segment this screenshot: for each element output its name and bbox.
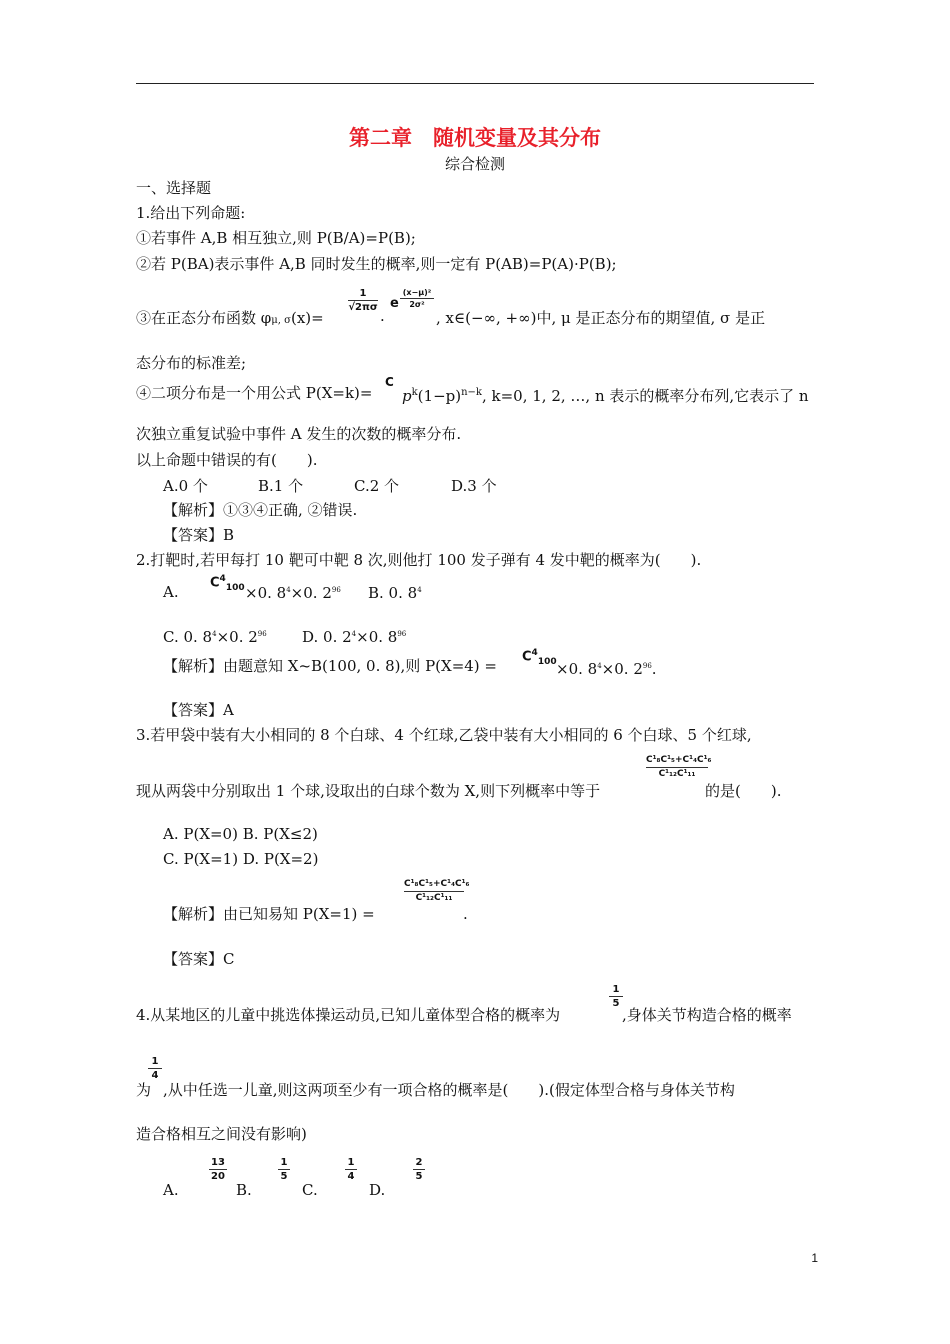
- q1-exp-e: e: [390, 296, 399, 311]
- q2-an-rest: ×0. 8: [556, 660, 598, 678]
- q3-stem-fraction: [646, 755, 712, 780]
- q2-a-rest2: ×0. 2: [290, 584, 332, 602]
- q4-f2-num: 1: [151, 1056, 159, 1067]
- q2-option-a-label: A.: [163, 583, 179, 601]
- q4-option-a-fraction: [209, 1157, 227, 1182]
- q1-proposition-4-line1: [136, 383, 372, 403]
- q4-f1-den: 5: [612, 998, 620, 1009]
- q2-answer: 【答案】A: [163, 701, 234, 719]
- q1-proposition-2: ②若 P(BA)表示事件 A,B 同时发生的概率,则一定有 P(AB)=P(A)·P(B);: [136, 255, 617, 273]
- q3-an-frac-num: C¹₈C¹₅+C¹₄C¹₆: [404, 879, 470, 889]
- q1-p3-text-b: (x)=: [290, 309, 324, 327]
- q4-c-num: 1: [347, 1157, 355, 1168]
- q2-analysis-combination: [522, 648, 557, 667]
- q3-stem-line2: 现从两袋中分别取出 1 个球,设取出的白球个数为 X,则下列概率中等于: [136, 782, 601, 800]
- q2-option-a-combination: [210, 574, 245, 593]
- q2-analysis-rest: [556, 656, 657, 679]
- q3-stem-line1: 3.若甲袋中装有大小相同的 8 个白球、4 个红球,乙袋中装有大小相同的 6 个白球、5 个红球,: [136, 726, 752, 744]
- q2-a-sup: 4: [219, 574, 226, 584]
- q2-c-mid: ×0. 2: [216, 628, 258, 646]
- q4-b-den: 5: [280, 1171, 288, 1182]
- q1-p4-text-a: ④二项分布是一个用公式 P(X=k)=: [136, 384, 373, 402]
- q2-analysis: 【解析】由题意知 X~B(100, 0. 8),则 P(X=4) =: [163, 657, 497, 675]
- q2-an-e1: 4: [597, 662, 602, 670]
- q4-option-c-label: C.: [302, 1181, 318, 1199]
- q1-normal-coef-num: 1: [359, 288, 367, 299]
- fraction-bar: [646, 767, 708, 768]
- q2-b-text: B. 0. 8: [368, 584, 418, 602]
- q2-a-rest: ×0. 8: [245, 584, 287, 602]
- q4-stem-line1: 4.从某地区的儿童中挑选体操运动员,已知儿童体型合格的概率为: [136, 1006, 561, 1024]
- q2-a-e2: 96: [331, 586, 341, 594]
- q1-option-d: D.3 个: [451, 477, 497, 495]
- q3-analysis-fraction: [404, 879, 470, 904]
- q1-binomial-coef: [385, 375, 394, 389]
- q1-p4-mid: (1−p): [417, 387, 462, 405]
- q1-analysis: 【解析】①③④正确, ②错误.: [163, 501, 358, 519]
- q2-stem: 2.打靶时,若甲每打 10 靶可中靶 8 次,则他打 100 发子弹有 4 发中靶的概率为( ).: [136, 551, 702, 569]
- fraction-bar: [404, 891, 464, 892]
- q4-a-den: 20: [211, 1171, 225, 1182]
- chapter-subtitle: 综合检测: [444, 155, 505, 173]
- q1-normal-coef-den: √2πσ: [348, 302, 378, 313]
- q2-d-e1: 4: [351, 630, 357, 638]
- q4-option-b-fraction: [278, 1157, 290, 1182]
- q4-option-c-fraction: [345, 1157, 357, 1182]
- q3-frac-num: C¹₈C¹₅+C¹₄C¹₆: [646, 755, 712, 765]
- q4-d-num: 2: [415, 1157, 423, 1168]
- fraction-bar: [345, 1169, 357, 1170]
- q2-c-e1: 4: [212, 630, 217, 638]
- q2-an-c: C: [522, 649, 532, 665]
- q4-option-d-label: D.: [369, 1181, 386, 1199]
- q3-analysis: 【解析】由已知易知 P(X=1) =: [163, 905, 375, 923]
- q2-an-end: .: [651, 660, 657, 678]
- q2-an-sub: 100: [537, 656, 557, 667]
- q2-an-mid: ×0. 2: [601, 660, 643, 678]
- fraction-bar: [609, 996, 623, 997]
- q4-fraction-one-fourth: [148, 1056, 162, 1081]
- q3-stem-line2-end: 的是( ).: [705, 782, 782, 800]
- section-heading: 一、选择题: [136, 179, 212, 197]
- q2-d-mid: ×0. 8: [356, 628, 398, 646]
- q4-stem-line2: ,从中任选一儿童,则这两项至少有一项合格的概率是( ).(假定体型合格与身体关节构: [163, 1081, 735, 1099]
- q2-option-d: [302, 624, 406, 647]
- q4-d-den: 5: [415, 1171, 423, 1182]
- q1-p4-formula: [402, 383, 809, 406]
- q4-f2-den: 4: [151, 1070, 159, 1081]
- q4-stem-line2-start: 为: [136, 1081, 152, 1099]
- q1-p3-text-d: 态分布的标准差;: [136, 354, 247, 372]
- q2-a-sub: 100: [225, 582, 245, 593]
- q1-ask: 以上命题中错误的有( ).: [136, 451, 318, 469]
- page-number: 1: [811, 1251, 818, 1265]
- q4-fraction-one-fifth: [609, 984, 623, 1009]
- q1-p4-nk-exp: n−k: [461, 387, 482, 398]
- q1-p4-k-exp: k: [411, 387, 418, 398]
- q2-option-a-rest: [245, 580, 341, 603]
- q2-c-text: C. 0. 8: [163, 628, 213, 646]
- q4-f1-num: 1: [612, 984, 620, 995]
- q4-option-d-fraction: [413, 1157, 425, 1182]
- chapter-title: 第二章 随机变量及其分布: [349, 125, 601, 150]
- q1-p4-p: p: [402, 387, 412, 405]
- q2-option-b: [368, 580, 422, 603]
- q1-option-c: C.2 个: [354, 477, 400, 495]
- q1-p4-c: C: [385, 375, 394, 389]
- q2-d-e2: 96: [397, 630, 407, 638]
- q2-a-e1: 4: [286, 586, 291, 594]
- fraction-bar: [348, 300, 378, 301]
- fraction-bar: [413, 1169, 425, 1170]
- header-rule: [136, 83, 814, 84]
- q1-exponent-den: 2σ²: [409, 300, 425, 309]
- q4-option-a-label: A.: [163, 1181, 179, 1199]
- fraction-bar: [148, 1068, 162, 1069]
- q2-an-e2: 96: [642, 662, 652, 670]
- fraction-bar: [278, 1169, 290, 1170]
- q1-proposition-1: ①若事件 A,B 相互独立,则 P(B/A)=P(B);: [136, 229, 416, 247]
- q3-analysis-end: .: [463, 905, 468, 923]
- fraction-bar: [209, 1169, 227, 1170]
- q1-p4-text-e: , k=0, 1, 2, …, n 表示的概率分布列,它表示了 n: [481, 387, 809, 405]
- q3-an-frac-den: C¹₁₂C¹₁₁: [415, 893, 453, 903]
- q1-stem: 1.给出下列命题:: [136, 204, 246, 222]
- q1-option-b: B.1 个: [258, 477, 304, 495]
- q1-exponent-num: (x−μ)²: [402, 288, 432, 297]
- fraction-bar: [400, 298, 434, 299]
- q4-a-num: 13: [211, 1157, 225, 1168]
- q2-d-text: D. 0. 2: [302, 628, 352, 646]
- q1-answer: 【答案】B: [163, 526, 235, 544]
- q1-p3-subscript: μ, σ: [271, 315, 291, 326]
- q1-proposition-3-line1: [136, 308, 324, 331]
- q3-answer: 【答案】C: [163, 950, 235, 968]
- q1-p4-text-f: 次独立重复试验中事件 A 发生的次数的概率分布.: [136, 425, 462, 443]
- q4-stem-line3: 造合格相互之间没有影响): [136, 1125, 307, 1143]
- q4-stem-line1-end: ,身体关节构造合格的概率: [622, 1006, 792, 1024]
- q2-option-c: [163, 624, 267, 647]
- q3-options-cd: C. P(X=1) D. P(X=2): [163, 850, 319, 868]
- q1-p3-text-c: , x∈(−∞, +∞)中, μ 是正态分布的期望值, σ 是正: [436, 309, 766, 327]
- q1-option-a: A.0 个: [163, 477, 208, 495]
- q2-an-sup: 4: [531, 648, 538, 658]
- q1-p3-dot: ·: [380, 311, 385, 329]
- q4-option-b-label: B.: [236, 1181, 252, 1199]
- q3-options-ab: A. P(X=0) B. P(X≤2): [163, 825, 318, 843]
- q2-c-e2: 96: [257, 630, 267, 638]
- q4-c-den: 4: [347, 1171, 355, 1182]
- q4-b-num: 1: [280, 1157, 288, 1168]
- q1-p3-text-a: ③在正态分布函数 φ: [136, 309, 272, 327]
- q1-normal-coef-fraction: [348, 288, 378, 313]
- q1-exponent-fraction: [400, 288, 434, 309]
- q2-a-c: C: [210, 575, 220, 591]
- q3-frac-den: C¹₁₂C¹₁₁: [658, 769, 696, 779]
- q2-b-e: 4: [417, 586, 422, 594]
